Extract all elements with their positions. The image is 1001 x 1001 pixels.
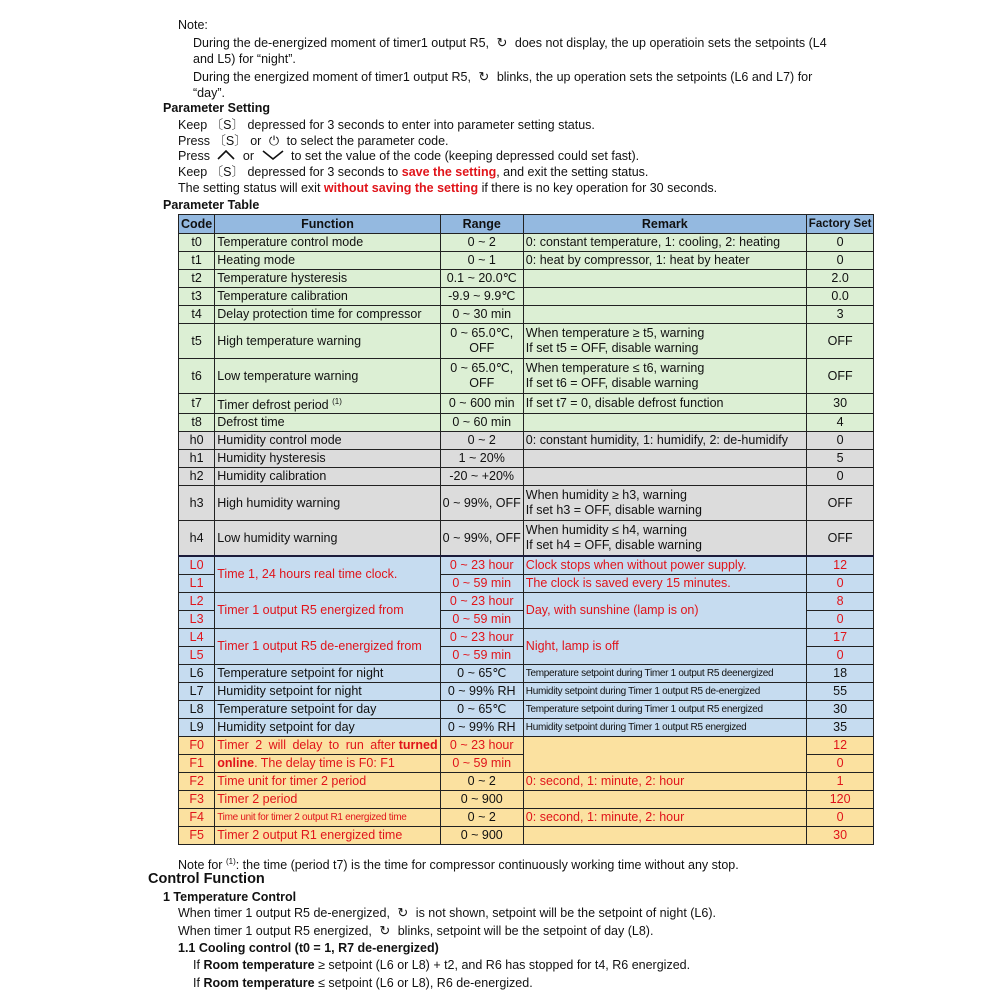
table-row: t6 Low temperature warning 0 ~ 65.0℃, OFF When temperature ≤ t6, warning If set t6 = OFF, disable warning OFF [179,359,874,394]
table-row: F5 Timer 2 output R1 energized time 0 ~ 900 30 [179,827,874,845]
power-icon: ⏻ [268,133,280,148]
table-row: L0 Time 1, 24 hours real time clock. 0 ~ 23 hour Clock stops when without power supply. 12 [179,556,874,575]
clock-icon: ↻ [496,35,508,50]
control-function-heading: Control Function [148,871,265,887]
table-row: h2 Humidity calibration -20 ~ +20% 0 [179,468,874,486]
ps-line-2: Press 〔S〕 or ⏻ to select the parameter code. [178,133,449,148]
table-row: L1 0 ~ 59 min The clock is saved every 15 minutes. 0 [179,575,874,593]
cooling-control-heading: 1.1 Cooling control (t0 = 1, R7 de-energized) [178,941,439,955]
table-row: h3 High humidity warning 0 ~ 99%, OFF When humidity ≥ h3, warning If set h3 = OFF, disable warning OFF [179,486,874,521]
table-row: L8 Temperature setpoint for day 0 ~ 65℃ Temperature setpoint during Timer 1 output R5 energized 30 [179,701,874,719]
note-line-2: During the energized moment of timer1 output R5, ↻ blinks, the up operation sets the setpoints (L6 and L7) for [193,69,813,84]
note-label: Note: [178,18,208,32]
table-row: h1 Humidity hysteresis 1 ~ 20% 5 [179,450,874,468]
col-header-factory-set: Factory Set [806,215,874,234]
table-row: t8 Defrost time 0 ~ 60 min 4 [179,414,874,432]
table-row: t4 Delay protection time for compressor 0 ~ 30 min 3 [179,306,874,324]
table-row: t5 High temperature warning 0 ~ 65.0℃, OFF When temperature ≥ t5, warning If set t5 = OFF, disable warning OFF [179,324,874,359]
col-header-range: Range [440,215,523,234]
note-line-2-cont: “day”. [193,86,225,100]
table-row: L3 0 ~ 59 min 0 [179,611,874,629]
table-row: t1 Heating mode 0 ~ 1 0: heat by compressor, 1: heat by heater 0 [179,252,874,270]
ps-line-3: Press or to set the value of the code (keeping depressed could set fast). [178,149,640,163]
cf-cond-2: If Room temperature ≤ setpoint (L6 or L8), R6 de-energized. [193,976,533,990]
chevron-up-icon [217,148,235,164]
note-line-1-cont: and L5) for “night”. [193,52,296,66]
table-row: L7 Humidity setpoint for night 0 ~ 99% RH Humidity setpoint during Timer 1 output R5 de-energized 55 [179,683,874,701]
table-row: L9 Humidity setpoint for day 0 ~ 99% RH Humidity setpoint during Timer 1 output R5 energized 35 [179,719,874,737]
table-row: t3 Temperature calibration -9.9 ~ 9.9℃ 0.0 [179,288,874,306]
parameter-table [178,214,874,845]
table-row: h4 Low humidity warning 0 ~ 99%, OFF When humidity ≤ h4, warning If set h4 = OFF, disable warning OFF [179,521,874,557]
clock-icon: ↻ [397,905,409,920]
table-row: L2 Timer 1 output R5 energized from 0 ~ 23 hour Day, with sunshine (lamp is on) 8 [179,593,874,611]
table-row: h0 Humidity control mode 0 ~ 2 0: constant humidity, 1: humidify, 2: de-humidify 0 [179,432,874,450]
table-row: F4 Time unit for timer 2 output R1 energized time 0 ~ 2 0: second, 1: minute, 2: hour 0 [179,809,874,827]
table-row: t7 Timer defrost period $^{(1)}$ 0 ~ 600 min If set t7 = 0, disable defrost function 30 [179,394,874,414]
col-header-code: Code [179,215,215,234]
parameter-table-heading: Parameter Table [163,198,260,212]
ps-line-5: The setting status will exit without saving the setting if there is no key operation for 30 seconds. [178,181,718,195]
col-header-remark: Remark [523,215,806,234]
cf-line-1: When timer 1 output R5 de-energized, ↻ is not shown, setpoint will be the setpoint of night (L6). [178,905,716,920]
chevron-down-icon [262,148,284,164]
table-row: F3 Timer 2 period 0 ~ 900 120 [179,791,874,809]
table-row: L4 Timer 1 output R5 de-energized from 0 ~ 23 hour Night, lamp is off 17 [179,629,874,647]
cf-cond-1: If Room temperature ≥ setpoint (L6 or L8) + t2, and R6 has stopped for t4, R6 energized. [193,958,691,972]
ps-line-1: Keep 〔S〕 depressed for 3 seconds to enter into parameter setting status. [178,118,595,132]
ps-line-4: Keep 〔S〕 depressed for 3 seconds to save the setting, and exit the setting status. [178,165,649,179]
temperature-control-heading: 1 Temperature Control [163,890,297,904]
table-header-row [179,215,874,234]
table-row: t0 Temperature control mode 0 ~ 2 0: constant temperature, 1: cooling, 2: heating 0 [179,234,874,252]
cf-line-2: When timer 1 output R5 energized, ↻ blinks, setpoint will be the setpoint of day (L8). [178,923,654,938]
note-line-1: During the de-energized moment of timer1 output R5, ↻ does not display, the up operatioin sets the setpoints (L4 [193,35,827,50]
table-row: F1 online. The delay time is F0: F1 0 ~ 59 min 0 [179,755,874,773]
table-row: L5 0 ~ 59 min 0 [179,647,874,665]
table-row: F2 Time unit for timer 2 period 0 ~ 2 0: second, 1: minute, 2: hour 1 [179,773,874,791]
table-row: F0 Timer 2 will delay to run after turned 0 ~ 23 hour 12 [179,737,874,755]
table-row: L6 Temperature setpoint for night 0 ~ 65℃ Temperature setpoint during Timer 1 output R5 deenergized 18 [179,665,874,683]
table-footnote: Note for $^{(1)}$: the time (period t7) is the time for compressor continuously working time without any stop. [178,857,739,873]
table-row: t2 Temperature hysteresis 0.1 ~ 20.0℃ 2.0 [179,270,874,288]
parameter-setting-heading: Parameter Setting [163,101,270,115]
col-header-function: Function [215,215,440,234]
clock-icon: ↻ [379,923,391,938]
clock-icon: ↻ [478,69,490,84]
